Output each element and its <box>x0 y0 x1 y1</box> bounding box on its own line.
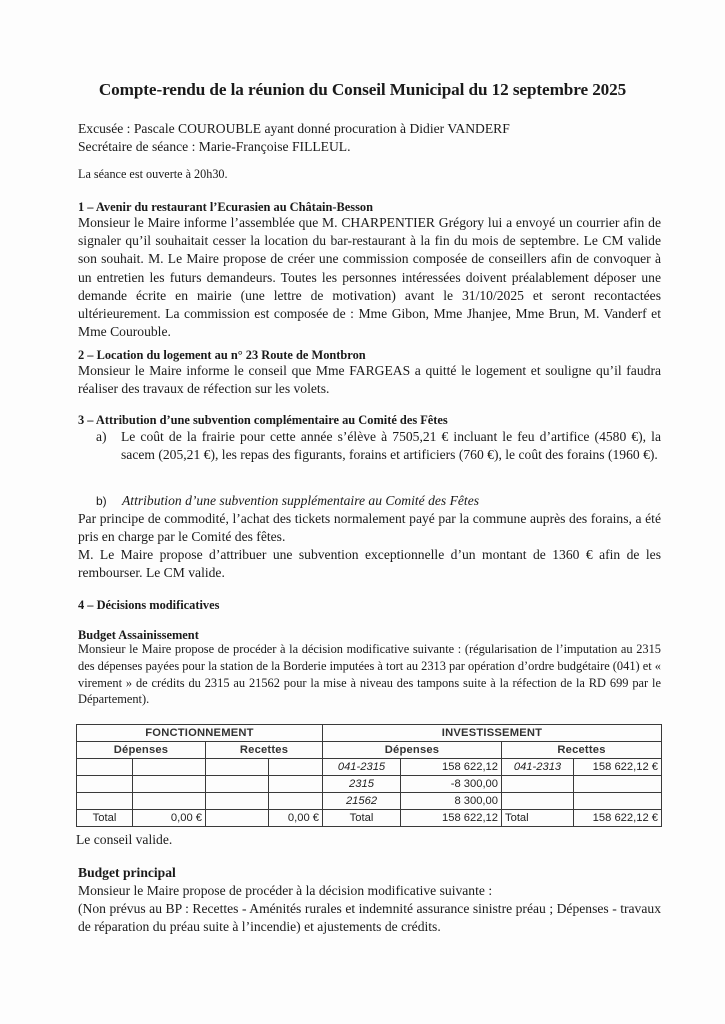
cell-f-dep-code <box>77 776 133 793</box>
item-a-text: Le coût de la frairie pour cette année s’élève à 7505,21 € incluant le feu d’artifice (4580 €), la sacem (205,21 €), les repas des figurants, forains et artificiers (760 €), le coût des forains (1960 €). <box>121 429 661 463</box>
cell-i-rec-code <box>502 776 574 793</box>
cell-i-rec-code <box>502 793 574 810</box>
header-f-depenses: Dépenses <box>77 742 206 759</box>
cell-i-rec-amt <box>574 793 662 810</box>
secretary-line: Secrétaire de séance : Marie-Françoise FILLEUL. <box>78 139 351 154</box>
table-total-row <box>77 810 662 827</box>
cell-f-dep-code <box>77 759 133 776</box>
item-a-marker: a) <box>96 429 107 444</box>
cell-i-dep-code: 2315 <box>323 776 401 793</box>
table-subheader-row <box>77 742 662 759</box>
cell-f-dep-code <box>77 793 133 810</box>
cell-f-rec-code <box>206 793 269 810</box>
opening-line: La séance est ouverte à 20h30. <box>78 167 228 181</box>
table-row <box>77 793 662 810</box>
budget-principal-heading: Budget principal <box>78 865 176 880</box>
header-i-recettes: Recettes <box>502 742 662 759</box>
table-row <box>77 776 662 793</box>
cell-f-rec-code <box>206 759 269 776</box>
header-investissement: INVESTISSEMENT <box>323 725 662 742</box>
item-b-heading: Attribution d’une subvention supplémentaire au Comité des Fêtes <box>122 493 480 508</box>
item-b-marker: b) <box>96 494 107 508</box>
cell-i-rec-amt: 158 622,12 € <box>574 759 662 776</box>
budget-assainissement-body: Monsieur le Maire propose de procéder à la décision modificative suivante : (régularisation de l’imputation au 2315 des dépenses payées pour la station de la Borderie imputées à tort au 2313 par opération d’ordre budgétaire (041) et « virement » de crédits du 2315 au 21562 pour la mise à niveau des tampons suite à la réfection de la RD 699 par le Département). <box>78 642 661 707</box>
assainissement-conclusion: Le conseil valide. <box>76 832 173 847</box>
cell-f-rec-amt <box>269 759 323 776</box>
cell-f-rec-total: 0,00 € <box>269 810 323 827</box>
cell-i-dep-amt: 158 622,12 <box>401 759 502 776</box>
cell-i-dep-amt: -8 300,00 <box>401 776 502 793</box>
table-header-row <box>77 725 662 742</box>
cell-f-dep-amt <box>133 776 206 793</box>
cell-f-rec-amt <box>269 776 323 793</box>
section-1-body: Monsieur le Maire informe l’assemblée que M. CHARPENTIER Grégory lui a envoyé un courrier afin de signaler qu’il souhaitait cesser la location du bar-restaurant à la fin du mois de septembre. Le CM valide son souhait. M. Le Maire propose de créer une commission composée de conseillers afin de convoquer à un entretien les futurs demandeurs. Toutes les personnes intéressées doivent préalablement déposer une demande écrite en mairie (une lettre de motivation) avant le 31/10/2025 et seront recontactées ultérieurement. La commission est composée de : Mme Gibon, Mme Jhanjee, Mme Brun, M. Vanderf et Mme Courouble. <box>78 215 661 340</box>
cell-i-rec-total: 158 622,12 € <box>574 810 662 827</box>
excused-line: Excusée : Pascale COUROUBLE ayant donné procuration à Didier VANDERF <box>78 121 510 136</box>
header-i-depenses: Dépenses <box>323 742 502 759</box>
budget-assainissement-heading: Budget Assainissement <box>78 628 199 642</box>
cell-i-rec-total-label: Total <box>502 810 574 827</box>
cell-i-rec-code: 041-2313 <box>502 759 574 776</box>
table-row <box>77 759 662 776</box>
item-b-body-2: M. Le Maire propose d’attribuer une subvention exceptionnelle d’un montant de 1360 € afin de les rembourser. Le CM valide. <box>78 547 661 581</box>
item-b-body-1: Par principe de commodité, l’achat des tickets normalement payé par la commune auprès des forains, a été pris en charge par le Comité des fêtes. <box>78 511 661 545</box>
cell-i-rec-amt <box>574 776 662 793</box>
section-2-body: Monsieur le Maire informe le conseil que Mme FARGEAS a quitté le logement et souligne qu’il faudra réaliser des travaux de réfection sur les volets. <box>78 363 661 397</box>
section-3-heading: 3 – Attribution d’une subvention complémentaire au Comité des Fêtes <box>78 413 448 427</box>
page-title: Compte-rendu de la réunion du Conseil Municipal du 12 septembre 2025 <box>98 80 627 99</box>
decision-modificative-table <box>76 724 662 827</box>
header-fonctionnement: FONCTIONNEMENT <box>77 725 323 742</box>
cell-f-dep-amt <box>133 759 206 776</box>
section-1-heading: 1 – Avenir du restaurant l’Ecurasien au Châtain-Besson <box>78 200 373 214</box>
cell-f-dep-amt <box>133 793 206 810</box>
cell-i-dep-code: 21562 <box>323 793 401 810</box>
budget-principal-line-2: (Non prévus au BP : Recettes - Aménités rurales et indemnité assurance sinistre préau ; Dépenses - travaux de réparation du préau suite à l’incendie) et ajustements de crédits. <box>78 901 661 935</box>
cell-i-dep-code: 041-2315 <box>323 759 401 776</box>
cell-f-rec-code <box>206 776 269 793</box>
cell-f-rec-total-label <box>206 810 269 827</box>
cell-i-dep-amt: 8 300,00 <box>401 793 502 810</box>
budget-principal-line-1: Monsieur le Maire propose de procéder à la décision modificative suivante : <box>78 883 493 898</box>
cell-f-dep-total: 0,00 € <box>133 810 206 827</box>
section-4-heading: 4 – Décisions modificatives <box>78 598 220 612</box>
cell-f-rec-amt <box>269 793 323 810</box>
cell-i-dep-total-label: Total <box>323 810 401 827</box>
cell-f-dep-total-label: Total <box>77 810 133 827</box>
header-f-recettes: Recettes <box>206 742 323 759</box>
section-2-heading: 2 – Location du logement au n° 23 Route de Montbron <box>78 348 366 362</box>
cell-i-dep-total: 158 622,12 <box>401 810 502 827</box>
